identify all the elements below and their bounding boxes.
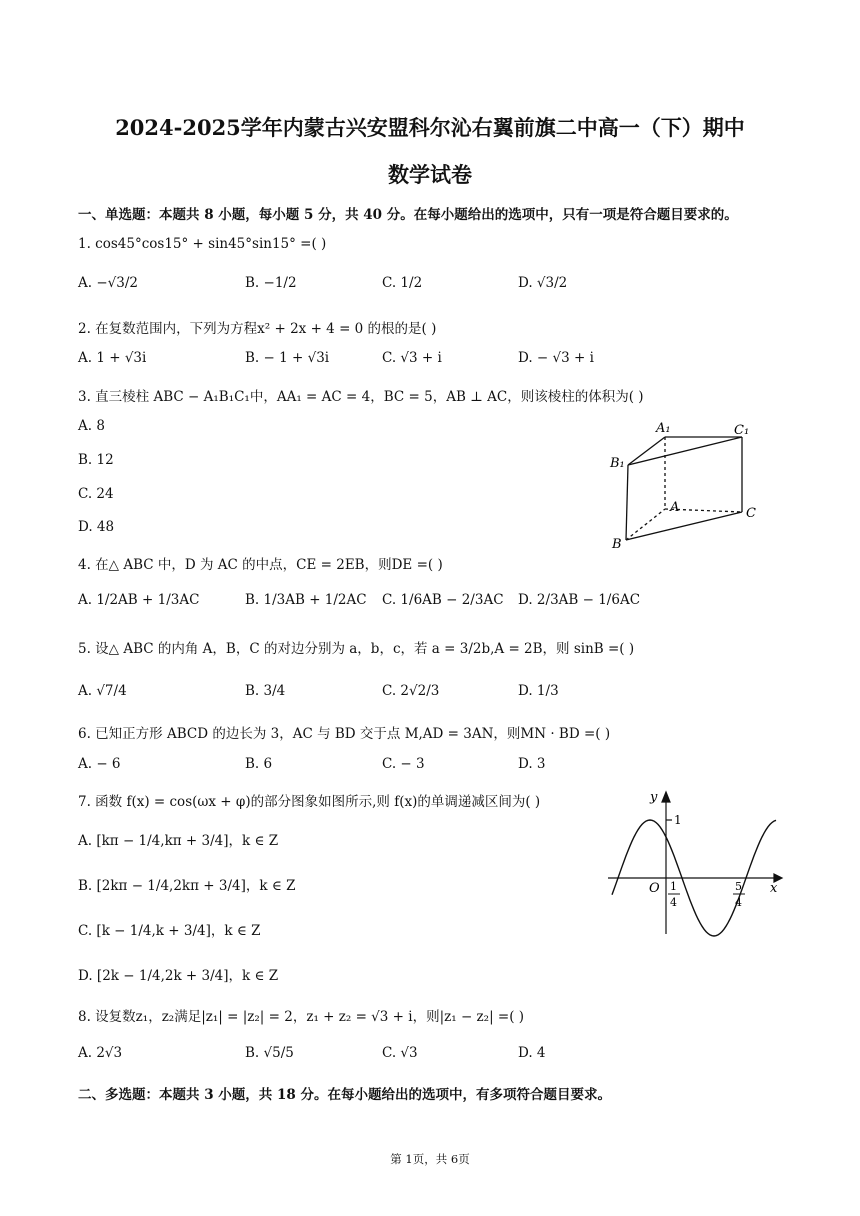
question-4-option-b: B. 1/3AB + 1/2AC — [245, 592, 367, 608]
question-2-option-b: B. − 1 + √3i — [245, 350, 330, 366]
question-5-option-b: B. 3/4 — [245, 683, 286, 699]
question-3-option-b: B. 12 — [78, 452, 114, 468]
graph-five-quarter-num: 5 — [735, 880, 742, 893]
page-footer: 第 1页，共 6页 — [390, 1152, 470, 1166]
question-3-option-d: D. 48 — [78, 519, 115, 535]
question-6-stem: 6. 已知正方形 ABCD 的边长为 3，AC 与 BD 交于点 M,AD = 3AN，则MN · BD =( ) — [78, 726, 611, 742]
graph-y-axis-label: y — [650, 790, 658, 805]
question-5-option-a: A. √7/4 — [78, 683, 127, 699]
question-2-stem: 2. 在复数范围内，下列为方程x² + 2x + 4 = 0 的根的是( ) — [78, 321, 437, 337]
graph-five-quarter-den: 4 — [735, 896, 742, 909]
question-7-stem: 7. 函数 f(x) = cos(ωx + φ)的部分图象如图所示,则 f(x)的单调递减区间为( ) — [78, 794, 541, 810]
graph-x-axis-label: x — [770, 881, 778, 896]
graph-origin-label: O — [649, 881, 660, 896]
question-7-option-d: D. [2k − 1/4,2k + 3/4]，k ∈ Z — [78, 968, 279, 984]
prism-label-b1: B₁ — [610, 456, 625, 471]
question-6-option-c: C. − 3 — [382, 756, 425, 772]
prism-figure — [600, 412, 770, 552]
question-1-option-b: B. −1/2 — [245, 275, 297, 291]
question-5-stem: 5. 设△ ABC 的内角 A，B，C 的对边分别为 a，b，c，若 a = 3/2b,A = 2B，则 sinB =( ) — [78, 641, 635, 657]
prism-label-c: C — [746, 506, 756, 521]
graph-peak-label: 1 — [674, 813, 682, 827]
question-8-option-d: D. 4 — [518, 1045, 546, 1061]
question-7-option-a: A. [kπ − 1/4,kπ + 3/4]，k ∈ Z — [78, 833, 279, 849]
question-8-option-b: B. √5/5 — [245, 1045, 294, 1061]
section-single-choice-heading: 一、单选题：本题共 8 小题，每小题 5 分，共 40 分。在每小题给出的选项中，只有一项是符合题目要求的。 — [78, 207, 738, 223]
question-7-option-c: C. [k − 1/4,k + 3/4]，k ∈ Z — [78, 923, 261, 939]
question-6-option-b: B. 6 — [245, 756, 273, 772]
question-4-stem: 4. 在△ ABC 中，D 为 AC 的中点，CE = 2EB，则DE =( ) — [78, 557, 443, 573]
section-multi-choice-heading: 二、多选题：本题共 3 小题，共 18 分。在每小题给出的选项中，有多项符合题目要求。 — [78, 1087, 611, 1103]
question-4-option-c: C. 1/6AB − 2/3AC — [382, 592, 504, 608]
question-2-option-d: D. − √3 + i — [518, 350, 594, 366]
question-6-option-a: A. − 6 — [78, 756, 121, 772]
question-7-option-b: B. [2kπ − 1/4,2kπ + 3/4]，k ∈ Z — [78, 878, 296, 894]
question-2-option-c: C. √3 + i — [382, 350, 442, 366]
question-8-stem: 8. 设复数z₁，z₂满足|z₁| = |z₂| = 2，z₁ + z₂ = √3 + i，则|z₁ − z₂| =( ) — [78, 1009, 525, 1025]
exam-title-line2: 数学试卷 — [388, 162, 472, 187]
question-1-option-c: C. 1/2 — [382, 275, 423, 291]
exam-title-line1: 2024-2025学年内蒙古兴安盟科尔沁右翼前旗二中高一（下）期中 — [115, 115, 745, 140]
question-1-stem: 1. cos45°cos15° + sin45°sin15° =( ) — [78, 236, 327, 252]
prism-label-c1: C₁ — [734, 423, 750, 438]
question-6-option-d: D. 3 — [518, 756, 546, 772]
question-5-option-d: D. 1/3 — [518, 683, 559, 699]
cosine-graph-figure — [604, 788, 784, 938]
question-2-option-a: A. 1 + √3i — [78, 350, 147, 366]
question-8-option-c: C. √3 — [382, 1045, 418, 1061]
question-5-option-c: C. 2√2/3 — [382, 683, 440, 699]
prism-label-a: A — [670, 500, 680, 515]
question-1-option-a: A. −√3/2 — [78, 275, 138, 291]
question-4-option-d: D. 2/3AB − 1/6AC — [518, 592, 641, 608]
prism-label-a1: A₁ — [656, 421, 671, 436]
question-1-option-d: D. √3/2 — [518, 275, 568, 291]
graph-quarter-num: 1 — [670, 880, 677, 893]
question-4-option-a: A. 1/2AB + 1/3AC — [78, 592, 200, 608]
question-3-option-c: C. 24 — [78, 486, 114, 502]
prism-label-b: B — [612, 537, 622, 552]
question-8-option-a: A. 2√3 — [78, 1045, 123, 1061]
question-3-stem: 3. 直三棱柱 ABC − A₁B₁C₁中，AA₁ = AC = 4，BC = 5，AB ⊥ AC，则该棱柱的体积为( ) — [78, 389, 644, 405]
question-3-option-a: A. 8 — [78, 418, 105, 434]
graph-quarter-den: 4 — [670, 896, 677, 909]
